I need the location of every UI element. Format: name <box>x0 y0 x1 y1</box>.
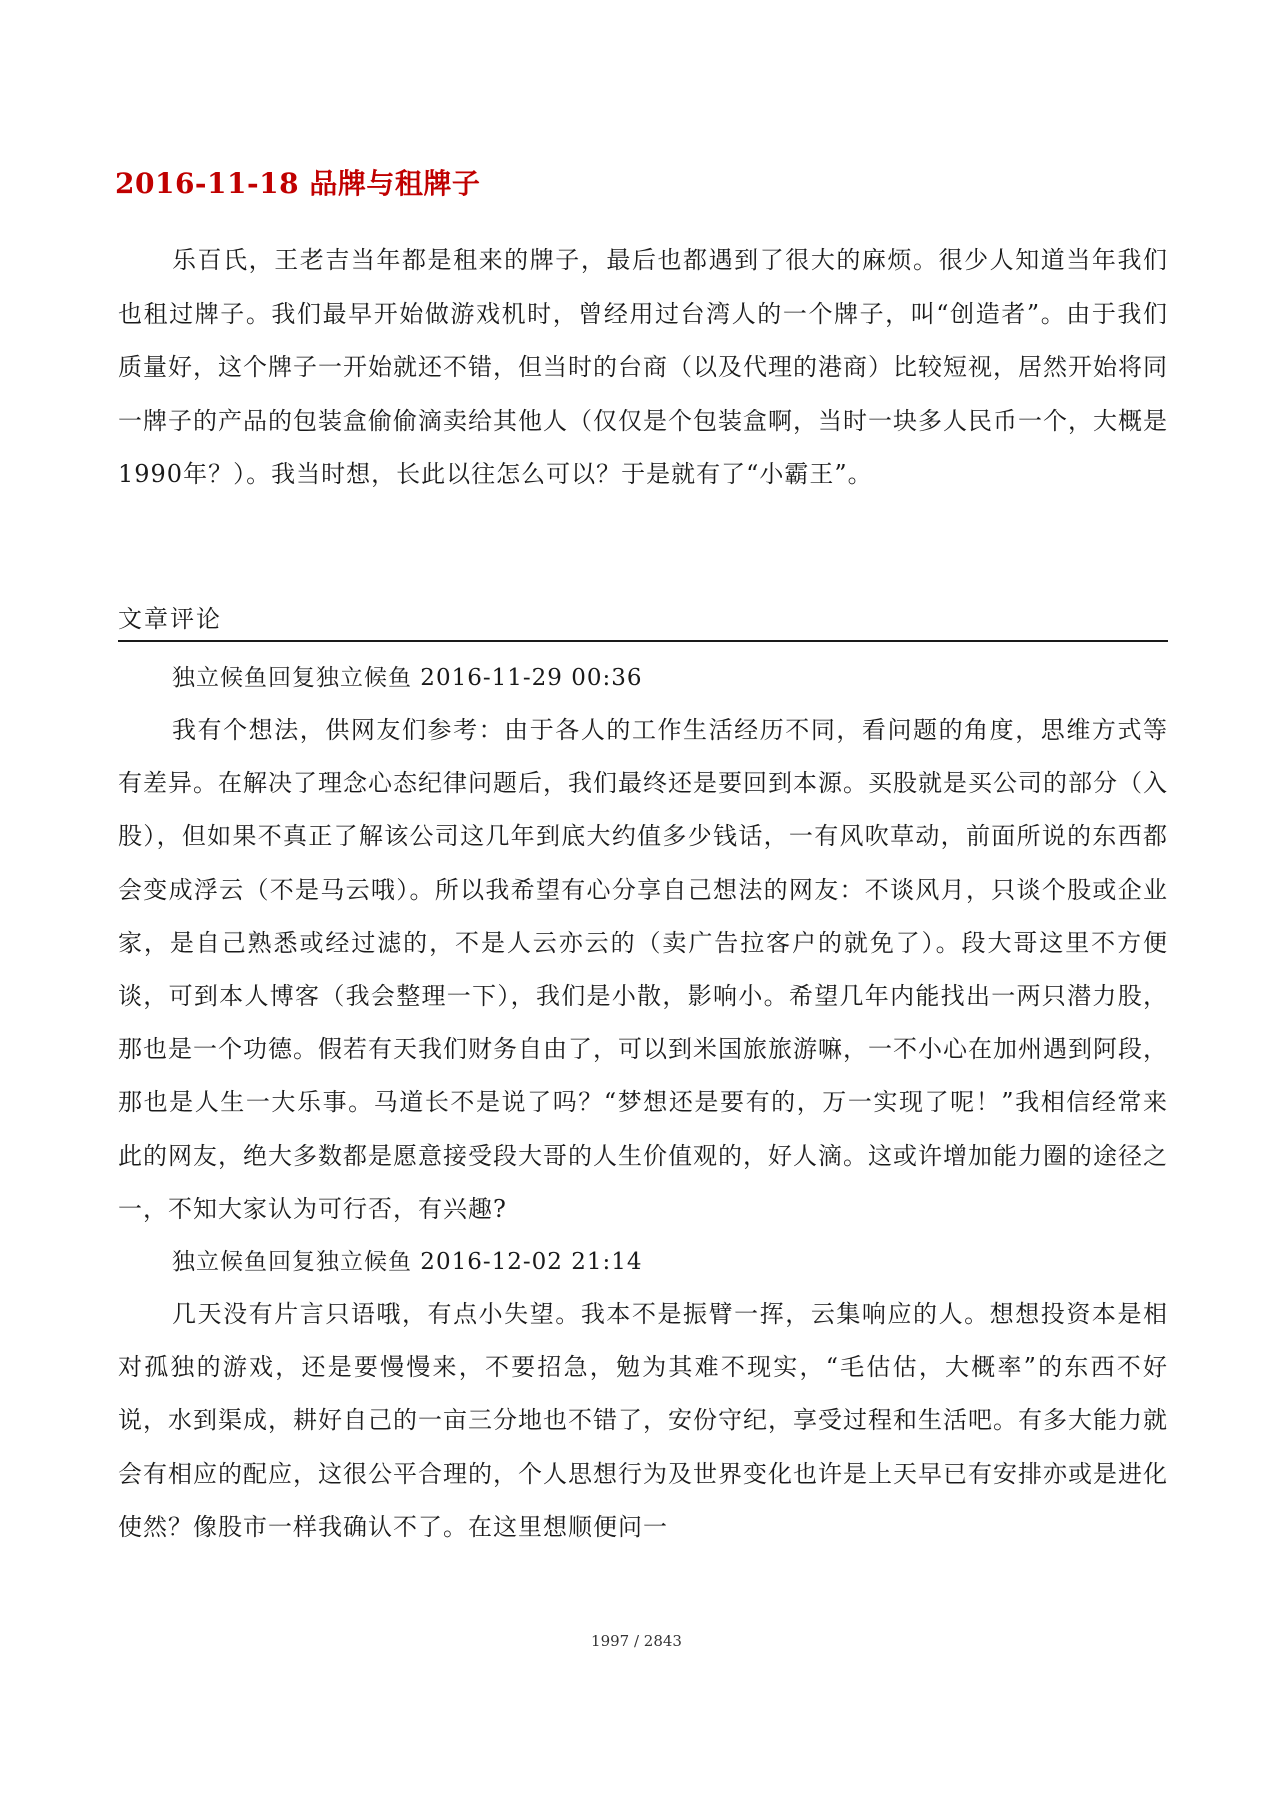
comments-section-header <box>118 602 1168 642</box>
article-title: 2016-11-18 品牌与租牌子 <box>115 167 481 200</box>
article-body <box>118 234 1168 502</box>
comment-item <box>118 1236 1168 1554</box>
comment-meta: 独立候鱼回复独立候鱼 2016-12-02 21:14 <box>172 1249 643 1276</box>
comment-item <box>118 652 1168 1236</box>
comments-list <box>118 652 1168 1554</box>
page-number: 1997 / 2843 <box>591 1632 682 1650</box>
article-paragraph: 乐百氏，王老吉当年都是租来的牌子，最后也都遇到了很大的麻烦。很少人知道当年我们也租过牌子。我们最早开始做游戏机时，曾经用过台湾人的一个牌子，叫“创造者”。由于我们质量好，这个牌子一开始就还不错，但当时的台商（以及代理的港商）比较短视，居然开始将同一牌子的产品的包装盒偷偷滴卖给其他人（仅仅是个包装盒啊，当时一块多人民币一个，大概是1990年？）。我当时想，长此以往怎么可以？于是就有了“小霸王”。 <box>118 246 1168 488</box>
comment-meta: 独立候鱼回复独立候鱼 2016-11-29 00:36 <box>172 665 643 691</box>
comments-heading: 文章评论 <box>118 605 222 633</box>
comment-text: 几天没有片言只语哦，有点小失望。我本不是振臂一挥，云集响应的人。想想投资本是相对孤独的游戏，还是要慢慢来，不要招急，勉为其难不现实，“毛估估，大概率”的东西不好说，水到渠成，耕好自己的一亩三分地也不错了，安份守纪，享受过程和生活吧。有多大能力就会有相应的配应，这很公平合理的，个人思想行为及世界变化也许是上天早已有安排亦或是进化使然？像股市一样我确认不了。在这里想顺便问一 <box>118 1300 1168 1541</box>
comment-text: 我有个想法，供网友们参考：由于各人的工作生活经历不同，看问题的角度，思维方式等有差异。在解决了理念心态纪律问题后，我们最终还是要回到本源。买股就是买公司的部分（入股），但如果不真正了解该公司这几年到底大约值多少钱话，一有风吹草动，前面所说的东西都会变成浮云（不是马云哦）。所以我希望有心分享自己想法的网友：不谈风月，只谈个股或企业家，是自己熟悉或经过滤的，不是人云亦云的（卖广告拉客户的就免了）。段大哥这里不方便谈，可到本人博客（我会整理一下），我们是小散，影响小。希望几年内能找出一两只潜力股，那也是一个功德。假若有天我们财务自由了，可以到米国旅旅游嘛，一不小心在加州遇到阿段，那也是人生一大乐事。马道长不是说了吗？“梦想还是要有的，万一实现了呢！”我相信经常来此的网友，绝大多数都是愿意接受段大哥的人生价值观的，好人滴。这或许增加能力圈的途径之一，不知大家认为可行否，有兴趣? <box>118 716 1168 1223</box>
